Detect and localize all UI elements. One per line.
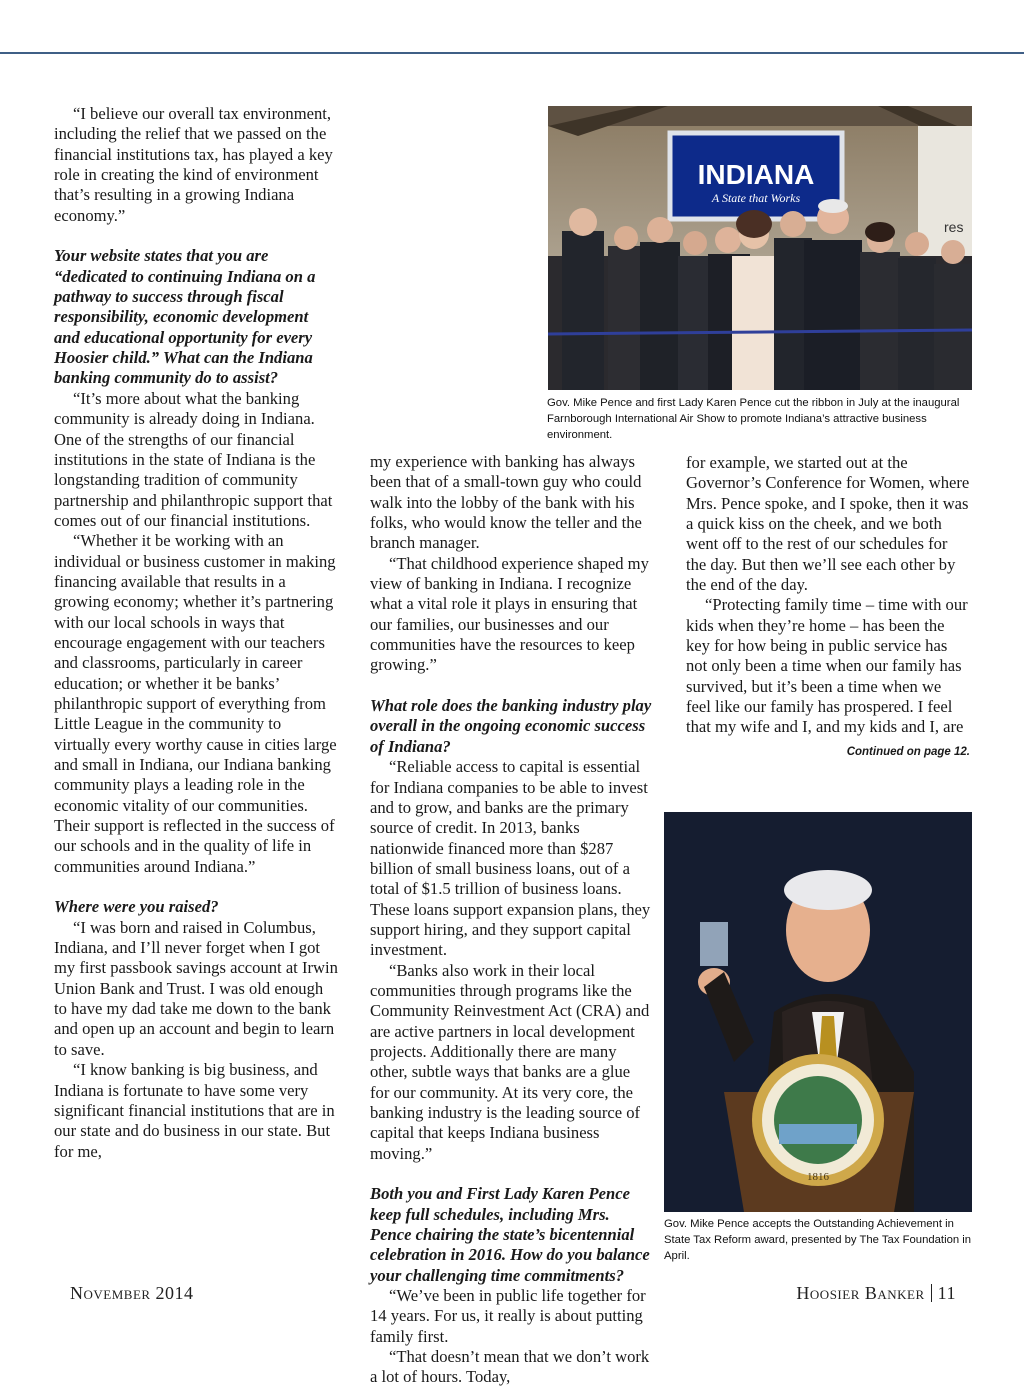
body-paragraph: “It’s more about what the banking community is already doing in Indiana. One of the strengths of our financial institutions in the state of Indiana is the longstanding tradition of community partnership and philanthropic support that comes out of our financial institutions.	[54, 388, 333, 530]
interview-question: What role does the banking industry play overall in the ongoing economic success of Indiana?	[370, 696, 652, 756]
header-rule	[0, 52, 1024, 54]
footer-page-number: 11	[937, 1283, 956, 1303]
body-paragraph: “We’ve been in public life together for 14 years. For us, it really is about putting family first.	[370, 1286, 646, 1346]
body-paragraph: “That childhood experience shaped my view of banking in Indiana. I recognize what a vital role it plays in ensuring that our families, our businesses and our communities have the resources to keep growing.”	[370, 553, 649, 675]
interview-question: Where were you raised?	[54, 897, 219, 917]
continued-note: Continued on page 12.	[846, 745, 970, 758]
body-paragraph: “Protecting family time – time with our kids when they’re home – has been the key for how being in public service has not only been a time when our family has survived, but it’s been a time when we feel like our family has prospered. I feel that my wife and I, and my kids and I, are	[686, 595, 968, 737]
body-paragraph: “Banks also work in their local communities through programs like the Community Reinvestment Act (CRA) and are active partners in local development projects. Additionally there are many other, subtle ways that banks are a glue for our community. At its very core, the banking industry is the leading source of capital that keeps Indiana business moving.”	[370, 960, 650, 1163]
column-3-text	[686, 453, 970, 738]
interview-question: Your website states that you are “dedicated to continuing Indiana on a pathway to success through fiscal responsibility, economic development and educational opportunity for every Hoosier child.” What can the Indiana banking community do to assist?	[54, 246, 316, 388]
footer-issue: November 2014	[70, 1283, 194, 1303]
body-paragraph: “I was born and raised in Columbus, Indiana, and I’ll never forget when I got my first passbook savings account at Irwin Union Bank and Trust. I was old enough to have my dad take me down to the bank and open up an account and begin to learn to save.	[54, 917, 338, 1059]
side-sign-text: res	[944, 219, 964, 235]
award-trophy	[700, 922, 728, 966]
seal-year: 1816	[807, 1171, 829, 1183]
award-photo	[664, 812, 972, 1212]
banner-tagline: A State that Works	[711, 191, 801, 205]
footer-separator	[931, 1284, 932, 1302]
ribbon-cutting-photo	[548, 106, 972, 390]
photo2-caption: Gov. Mike Pence accepts the Outstanding Achievement in State Tax Reform award, presented by The Tax Foundation in April.	[664, 1218, 972, 1262]
banner-title: INDIANA	[697, 159, 815, 190]
footer-publication: Hoosier Banker	[796, 1283, 925, 1303]
footer-publication-block	[796, 1283, 956, 1304]
column-1	[54, 104, 338, 1162]
interview-question: Both you and First Lady Karen Pence keep full schedules, including Mrs. Pence chairing the state’s bicentennial celebration in 2016. How do you balance your challenging time commitments?	[370, 1184, 650, 1285]
body-paragraph: “Reliable access to capital is essential for Indiana companies to be able to invest and to grow, and banks are the primary source of credit. In 2013, banks nationwide financed more than $287 billion of small business loans, out of a total of $1.5 trillion of business loans. These loans support expansion plans, they support hiring, and they support capital investment.	[370, 757, 651, 960]
photo1-caption: Gov. Mike Pence and first Lady Karen Pence cut the ribbon in July at the inaugural Farnborough International Air Show to promote Indiana’s attractive business environment.	[547, 397, 960, 441]
body-paragraph: “Whether it be working with an individual or business customer in making financing available that results in a growing economy; whether it’s partnering with our local schools in ways that encourage engagement with our teachers and classrooms, particularly in career education; or whether it be banks’ philanthropic support of everything from Little League in the community to virtually every worthy cause in cities large and small in Indiana, our Indiana banking community plays a leading role in the economic vitality of our communities. Their support is reflected in the success of our schools and in the quality of life in communities around Indiana.”	[54, 531, 337, 876]
body-paragraph: for example, we started out at the Governor’s Conference for Women, where Mrs. Pence spoke, and I spoke, then it was a quick kiss on the cheek, and we both went off to the rest of our schedules for the day. But then we’ll see each other by the end of the day.	[686, 453, 970, 595]
body-paragraph: “I know banking is big business, and Indiana is fortunate to have some very significant financial institutions that are in our state and do business in our state. But for me,	[54, 1060, 335, 1161]
column-3	[686, 453, 970, 762]
body-paragraph: “I believe our overall tax environment, including the relief that we passed on the financial institutions tax, has played a key role in creating the kind of environment that’s resulting in a growing Indiana economy.”	[54, 104, 333, 225]
body-paragraph: “That doesn’t mean that we don’t work a lot of hours. Today,	[370, 1347, 650, 1387]
body-paragraph: my experience with banking has always been that of a small-town guy who could walk into the lobby of the bank with his folks, who would know the teller and the branch manager.	[370, 452, 642, 553]
